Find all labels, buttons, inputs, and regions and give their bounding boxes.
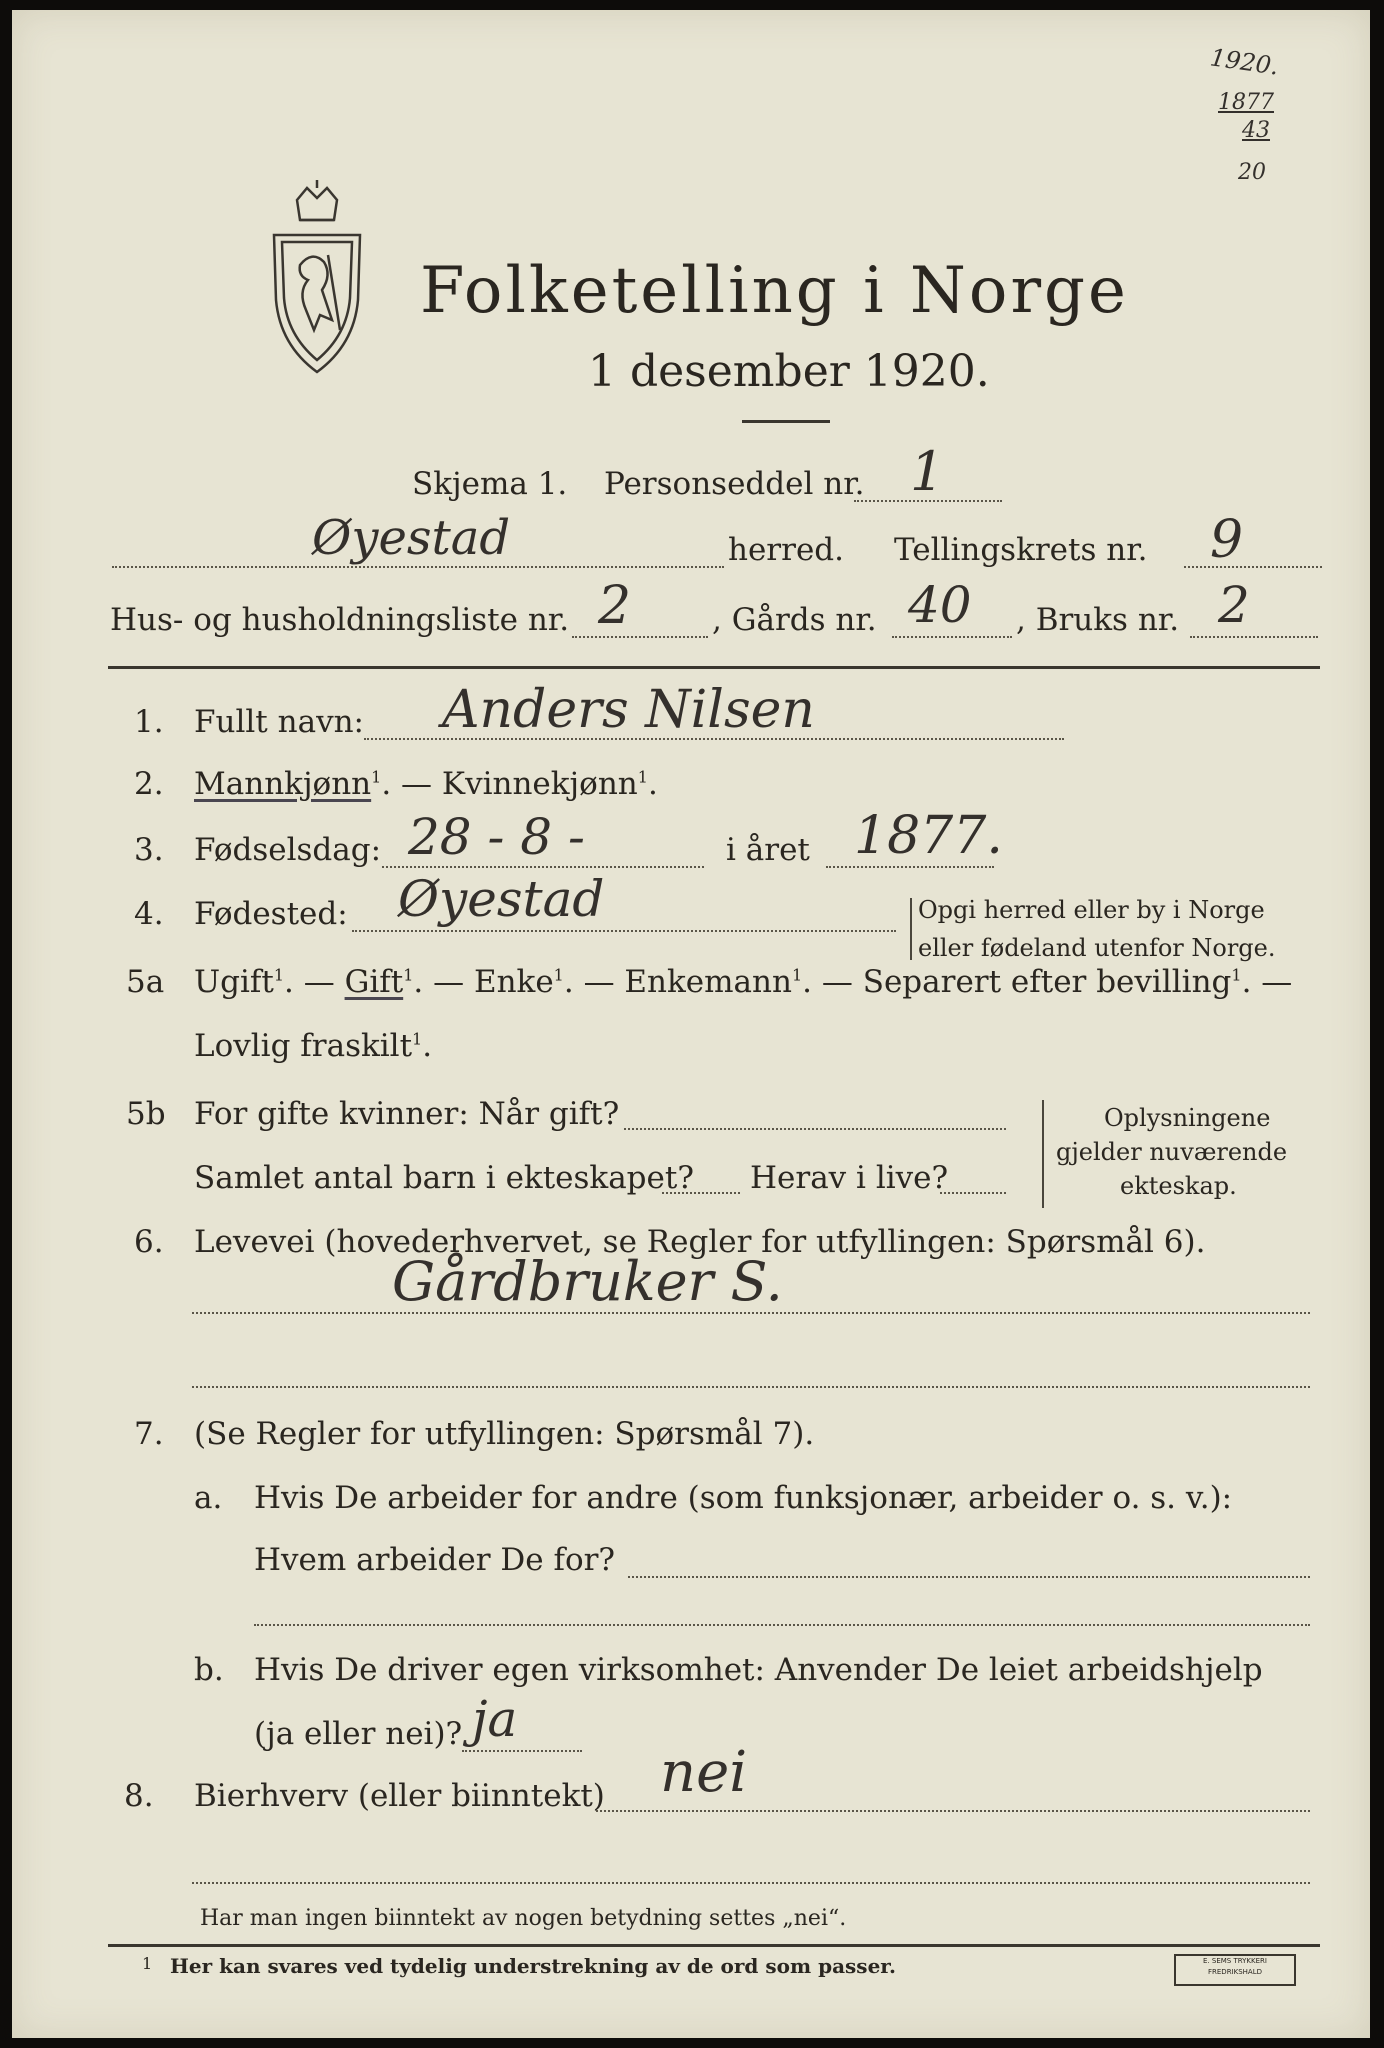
form-title: Folketelling i Norge (420, 254, 1129, 328)
q3-label: Fødselsdag: (194, 832, 382, 868)
personseddel-label: Personseddel nr. (604, 466, 865, 502)
hus-label: Hus- og husholdningsliste nr. (110, 602, 570, 638)
corner-note-line4: 20 (1238, 160, 1266, 185)
tellingskrets-line (1184, 566, 1322, 568)
q7b-line1: Hvis De driver egen virksomhet: Anvender De leiet arbeidshjelp (254, 1652, 1263, 1688)
footnote-mark: 1 (142, 1954, 153, 1973)
q5a-number: 5a (126, 964, 165, 1000)
q4-line (352, 930, 896, 932)
footnote: Her kan svares ved tydelig understrekning av de ord som passer. (170, 1954, 896, 1978)
q5a-ugift-option: Ugift (194, 964, 274, 1000)
header-rule (108, 666, 1320, 669)
q5a-fraskilt-option: Lovlig fraskilt (194, 1028, 413, 1064)
q3-day-line (382, 866, 704, 868)
q8-number: 8. (124, 1778, 154, 1814)
q5a-enkemann-option: Enkemann (624, 964, 792, 1000)
tellingskrets-value: 9 (1210, 510, 1244, 570)
q7-number: 7. (134, 1416, 164, 1452)
q3-year-value: 1877. (854, 806, 1003, 866)
q7a-answer-line (628, 1576, 1310, 1578)
footer-note: Har man ingen biinntekt av nogen betydning settes „nei“. (200, 1906, 847, 1931)
q1-label: Fullt navn: (194, 704, 364, 740)
q5a-line2: Lovlig fraskilt$^1$. (194, 1028, 433, 1064)
form-subtitle: 1 desember 1920. (588, 346, 990, 397)
q1-value: Anders Nilsen (442, 680, 815, 740)
herred-value: Øyestad (312, 510, 511, 566)
q2-male-option: Mannkjønn (194, 766, 372, 802)
q5a-options: Ugift$^1$. — Gift$^1$. — Enke$^1$. — Enkemann$^1$. — Separert efter bevilling$^1$. — (194, 964, 1293, 1000)
coat-of-arms-icon (262, 180, 372, 380)
q7b-number: b. (194, 1652, 224, 1688)
q5b-label1: For gifte kvinner: Når gift? (194, 1096, 620, 1132)
footer-rule (108, 1944, 1320, 1947)
schema-label: Skjema 1. (412, 466, 568, 502)
q6-line2 (192, 1386, 1310, 1388)
q5a-separert-option: Separert efter bevilling (862, 964, 1232, 1000)
gards-label: , Gårds nr. (712, 602, 877, 638)
tellingskrets-label: Tellingskrets nr. (894, 532, 1148, 568)
q1-number: 1. (134, 704, 164, 740)
q5a-gift-option: Gift (344, 964, 404, 1000)
q7b-line2: (ja eller nei)? (254, 1716, 463, 1752)
q5b-label2: Samlet antal barn i ekteskapet? (194, 1160, 694, 1196)
q3-year-line (826, 866, 994, 868)
q4-number: 4. (134, 896, 164, 932)
bruks-value: 2 (1218, 576, 1250, 634)
q5b-note-line1: Oplysningene (1104, 1104, 1271, 1132)
q3-value: 28 - 8 - (408, 808, 585, 866)
q3-number: 3. (134, 832, 164, 868)
q4-note-line2: eller fødeland utenfor Norge. (918, 934, 1276, 962)
hus-value: 2 (598, 576, 632, 636)
printer-stamp-line1: E. SEMS TRYKKERI (1203, 1957, 1267, 1965)
gards-value: 40 (908, 576, 972, 634)
q7a-number: a. (194, 1480, 223, 1516)
q6-value: Gårdbruker S. (392, 1250, 783, 1313)
q5a-enke-option: Enke (473, 964, 554, 1000)
bruks-label: , Bruks nr. (1016, 602, 1180, 638)
bruks-line (1190, 636, 1318, 638)
q8-extra-line (192, 1882, 1310, 1884)
corner-note-year: 1920. (1208, 43, 1281, 81)
personseddel-value: 1 (910, 440, 945, 503)
q8-label: Bierhverv (eller biinntekt) (194, 1778, 605, 1814)
corner-note-line2: 1877 (1218, 90, 1274, 115)
q5b-note-line3: ekteskap. (1120, 1172, 1237, 1200)
q4-note-line1: Opgi herred eller by i Norge (918, 896, 1265, 924)
q7a-line2: Hvem arbeider De for? (254, 1542, 616, 1578)
q5b-alive-line (940, 1192, 1006, 1194)
q4-label: Fødested: (194, 896, 348, 932)
q2-female-option: . — Kvinnekjønn (381, 766, 638, 802)
q6-line1 (192, 1312, 1310, 1314)
herred-label: herred. (728, 532, 844, 568)
q5b-note-line2: gjelder nuværende (1056, 1138, 1288, 1166)
q4-value: Øyestad (398, 870, 605, 928)
q6-label: Levevei (hovederhvervet, se Regler for utfyllingen: Spørsmål 6). (194, 1224, 1206, 1260)
q5b-label3: Herav i live? (750, 1160, 949, 1196)
q5b-note-brace (1042, 1100, 1044, 1208)
q4-note-brace (910, 898, 912, 960)
printer-stamp-line2: FREDRIKSHALD (1207, 1968, 1262, 1976)
gards-line (892, 636, 1012, 638)
q6-number: 6. (134, 1224, 164, 1260)
corner-note-line3: 43 (1242, 118, 1270, 143)
q8-answer-line (596, 1810, 1310, 1812)
census-form-page (12, 10, 1370, 2038)
q5b-children-line (662, 1192, 740, 1194)
q5b-when-line (624, 1128, 1006, 1130)
q5b-number: 5b (126, 1096, 166, 1132)
q2-options: Mannkjønn$^1$. — Kvinnekjønn$^1$. (194, 766, 658, 802)
q3-year-label: i året (726, 832, 810, 868)
q7-label: (Se Regler for utfyllingen: Spørsmål 7). (194, 1416, 815, 1452)
q7a-line1: Hvis De arbeider for andre (som funksjonær, arbeider o. s. v.): (254, 1480, 1233, 1516)
printer-stamp (1174, 1954, 1296, 1986)
herred-line (112, 566, 724, 568)
q8-value: nei (660, 1740, 748, 1805)
q7b-answer-line (462, 1750, 582, 1752)
q2-number: 2. (134, 766, 164, 802)
hus-line (572, 636, 708, 638)
q7b-value: ja (472, 1690, 518, 1748)
q7a-extra-line (254, 1624, 1310, 1626)
title-divider (742, 420, 830, 423)
